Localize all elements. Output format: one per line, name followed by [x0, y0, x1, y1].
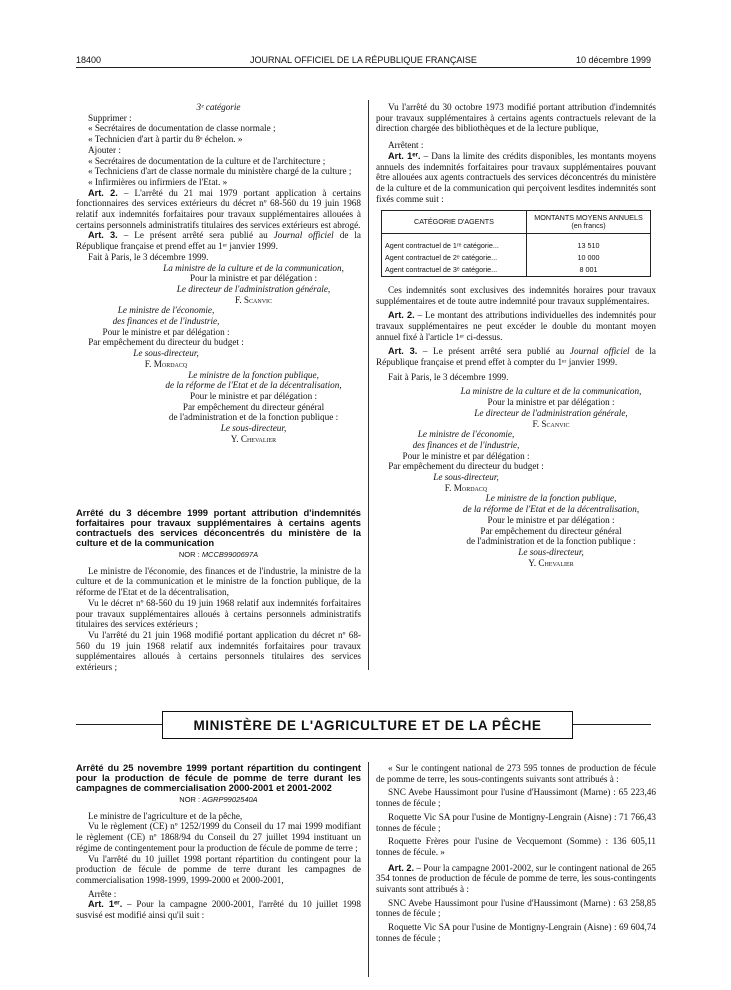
signature-line: des finances et de l'industrie, — [112, 316, 220, 327]
article-text: – Le présent arrêté sera publié au — [417, 346, 570, 357]
signature-line: Pour le ministre et par délégation : — [487, 514, 615, 525]
arrete-title: Arrêté du 3 décembre 1999 portant attribution d'indemnités forfaitaires pour travaux supplémentaires à certains agents contractuels des services déconcentrés du ministère de la culture et de la communication — [76, 507, 361, 548]
signature-line: Par empêchement du directeur du budget : — [388, 461, 544, 472]
signature-line: Pour le ministre et par délégation : — [189, 390, 318, 401]
arrete-agriculture — [76, 763, 361, 921]
paragraph: Vu l'arrêté du 10 juillet 1998 portant répartition du contingent pour la production de fécule de pomme de terre durant les campagnes de commercialisation 1998-1999, 1999-2000 et 2000-2001, — [76, 853, 361, 885]
signature-line: Le sous-directeur, — [433, 472, 499, 483]
paragraph: Le ministre de l'agriculture et de la pêche, — [88, 810, 243, 821]
signature-line: Le directeur de l'administration générale, — [474, 407, 628, 418]
signatory-name: Y. Chevalier — [230, 433, 277, 444]
table-cell: 8 001 — [527, 264, 651, 277]
right-column-bottom — [376, 763, 656, 944]
signature-block-1 — [376, 386, 656, 429]
article-text: – Pour la campagne 2001-2002, sur le contingent national de 265 354 tonnes de production de fécule de pomme de terre, les sous-contingents suivants sont attribués à : — [376, 862, 656, 895]
article-label: Art. 1ᵉʳ. — [88, 899, 123, 910]
signature-block-2 — [376, 429, 556, 493]
nor-code: MCCB9900697A — [201, 550, 259, 559]
signature-line: Pour le ministre et par délégation : — [402, 450, 530, 461]
signature-line: La ministre de la culture et de la communication, — [163, 262, 344, 273]
banner-line-right — [573, 724, 651, 725]
table-header-text: MONTANTS MOYENS ANNUELS — [534, 213, 643, 223]
text-line: « Techniciens d'art de classe normale du ministère chargé de la culture ; — [88, 166, 352, 177]
signatory-name: F. Scanvic — [234, 294, 273, 305]
table-row — [382, 240, 651, 252]
article-text: – Dans la limite des crédits disponibles, les montants moyens annuels des indemnités forfaitaires pour travaux supplémentaires pouvant être allouées aux agents contractuels des services déconcentrés du ministère de la culture et de la communication qui perçoivent lesdites indemnités sont fixés comme suit : — [376, 150, 656, 204]
text-line: « Secrétaires de documentation de la culture et de l'architecture ; — [88, 155, 326, 166]
text-line: « Infirmières ou infirmiers de l'Etat. » — [88, 176, 228, 187]
table-header — [527, 211, 651, 234]
nor-code: AGRP9902540A — [202, 795, 258, 804]
paragraph: Roquette Vic SA pour l'usine de Montigny-Lengrain (Aisne) : 69 604,74 tonnes de fécule ; — [376, 922, 656, 943]
table-header-unit: (en francs) — [571, 221, 606, 231]
column-separator-top — [368, 100, 369, 670]
table-cell: 10 000 — [527, 252, 651, 264]
paragraph: Vu le règlement (CE) nº 1252/1999 du Conseil du 17 mai 1999 modifiant le règlement (CE) nº 1868/94 du Conseil du 27 juillet 1994 instituant un régime de contingentement pour la production de fécule de pomme de terre ; — [76, 821, 361, 853]
signature-line: Par empêchement du directeur général — [182, 401, 325, 412]
article-3 — [376, 346, 656, 367]
article-text: de la République française et prend effet au 1ᵉʳ janvier 1999. — [76, 230, 361, 252]
signatory-name: F. Mordacq — [444, 482, 488, 493]
paragraph: SNC Avebe Haussimont pour l'usine d'Haussimont (Marne) : 65 223,46 tonnes de fécule ; — [376, 787, 656, 809]
signature-line: Par empêchement du directeur du budget : — [88, 337, 244, 348]
signatory-name: F. Scanvic — [532, 418, 570, 429]
text-line: Supprimer : — [88, 112, 132, 123]
table-cell: Agent contractuel de 3ᵉ catégorie... — [382, 264, 527, 277]
article-text: – Le montant des attributions individuelles des indemnités pour travaux supplémentaires ne peut excéder le double du montant moyen annuel fixé à l'article 1ᵉʳ ci-dessus. — [376, 310, 657, 342]
signature-line: de l'administration et de la fonction publique : — [168, 412, 339, 423]
fait-line: Fait à Paris, le 3 décembre 1999. — [88, 251, 209, 262]
amounts-table — [381, 210, 651, 277]
signature-line: La ministre de la culture et de la communication, — [460, 386, 642, 397]
article-3 — [76, 230, 361, 251]
text-line: Ajouter : — [88, 144, 121, 155]
text-line: « Technicien d'art à partir du 8ᵉ échelon. » — [88, 134, 243, 145]
table-row — [382, 264, 651, 277]
category-heading: 3ᵉ catégorie — [196, 102, 241, 112]
article-text: – Pour la campagne 2000-2001, l'arrêté du 10 juillet 1998 susvisé est modifié ainsi qu'il suit : — [76, 899, 361, 921]
signature-line: Pour le ministre et par délégation : — [102, 326, 230, 337]
article-1 — [376, 151, 656, 205]
signature-line: Pour la ministre et par délégation : — [189, 273, 318, 284]
signature-line: Le sous-directeur, — [133, 348, 199, 359]
issue-date: 10 décembre 1999 — [575, 55, 651, 65]
paragraph: Le ministre de l'économie, des finances et de l'industrie, la ministre de la culture et de la communication et le ministre de la fonction publique, de la réforme de l'Etat et de la décentralisation, — [76, 565, 361, 598]
page-number: 18400 — [76, 55, 102, 65]
paragraph: Roquette Frères pour l'usine de Vecquemont (Somme) : 136 605,11 tonnes de fécule. » — [376, 836, 656, 857]
signature-line: Le ministre de la fonction publique, — [188, 369, 319, 380]
signature-block-3 — [76, 370, 361, 445]
signature-line: des finances et de l'industrie, — [412, 439, 520, 450]
signatory-name: Y. Chevalier — [528, 557, 574, 568]
signature-line: de l'administration et de la fonction publique : — [466, 536, 636, 547]
arrete-title: Arrêté du 25 novembre 1999 portant répartition du contingent pour la production de fécule de pomme de terre durant les campagnes de commercialisation 2000-2001 et 2001-2002 — [76, 762, 361, 793]
signature-line: de la réforme de l'Etat et de la décentralisation, — [462, 504, 640, 515]
article-2 — [376, 310, 656, 342]
signature-line: Le sous-directeur, — [220, 423, 287, 434]
paragraph: Ces indemnités sont exclusives des indemnités horaires pour travaux supplémentaires et de toute autre indemnité pour travaux supplémentaires. — [376, 284, 656, 306]
table-cell: 13 510 — [527, 240, 651, 252]
article-text: – Le présent arrêté sera publié au — [117, 230, 274, 241]
article-label: Art. 2. — [388, 862, 415, 873]
paragraph: « Sur le contingent national de 273 595 tonnes de production de fécule de pomme de terre, les sous-contingents suivants sont attribués à : — [376, 763, 656, 784]
arrete-line: Arrête : — [88, 888, 117, 899]
signature-line: Pour la ministre et par délégation : — [487, 397, 615, 408]
journal-ref: Journal officiel — [273, 230, 334, 241]
signature-block-3 — [376, 493, 656, 568]
table-cell: Agent contractuel de 1ʳᵉ catégorie... — [382, 240, 527, 252]
banner-line-left — [76, 724, 162, 725]
paragraph: SNC Avebe Haussimont pour l'usine d'Haussimont (Marne) : 63 258,85 tonnes de fécule ; — [376, 897, 656, 919]
signature-line: Le ministre de la fonction publique, — [485, 493, 617, 504]
signatory-name: F. Mordacq — [144, 358, 188, 369]
article-label: Art. 2. — [88, 187, 118, 198]
article-2 — [76, 188, 361, 231]
article-2 — [376, 863, 656, 895]
journal-ref: Journal officiel — [569, 346, 630, 357]
article-1 — [76, 899, 361, 920]
signature-line: Le sous-directeur, — [518, 547, 584, 557]
table-header: CATÉGORIE D'AGENTS — [382, 211, 527, 234]
article-label: Art. 2. — [388, 310, 415, 321]
journal-title: JOURNAL OFFICIEL DE LA RÉPUBLIQUE FRANÇAISE — [250, 55, 477, 65]
paragraph: Vu l'arrêté du 21 juin 1968 modifié portant application du décret nº 68-560 du 19 juin 1968 relatif aux indemnités forfaitaires pour travaux supplémentaires alloués à certains personnels titulaires des services extérieurs ; — [76, 629, 361, 673]
fait-line: Fait à Paris, le 3 décembre 1999. — [388, 371, 509, 382]
article-text: de la République française et prend effet à compter du 1ᵉʳ janvier 1999. — [376, 346, 656, 368]
signature-line: Par empêchement du directeur général — [480, 525, 622, 536]
paragraph: Roquette Vic SA pour l'usine de Montigny-Lengrain (Aisne) : 71 766,43 tonnes de fécule ; — [376, 811, 656, 833]
column-separator-bottom — [368, 762, 369, 977]
left-column-top — [76, 102, 361, 445]
paragraph: Vu l'arrêté du 30 octobre 1973 modifié portant attribution d'indemnités pour travaux supplémentaires à certains agents contractuels relevant de la direction chargée des bibliothèques et de la lecture publique, — [376, 102, 656, 134]
arrete-culture — [76, 508, 361, 673]
signature-line: de la réforme de l'Etat et de la décentralisation, — [165, 380, 342, 391]
ministry-banner — [162, 711, 573, 739]
nor-label: NOR : — [178, 550, 202, 559]
text-line: « Secrétaires de documentation de classe normale ; — [88, 123, 276, 134]
nor-reference — [76, 795, 361, 806]
table-cell: Agent contractuel de 2ᵉ catégorie... — [382, 252, 527, 264]
nor-reference — [76, 550, 361, 561]
table-row — [382, 252, 651, 264]
arretent-line: Arrêtent : — [388, 140, 424, 151]
article-label: Art. 3. — [88, 230, 118, 241]
article-label: Art. 3. — [388, 346, 418, 357]
signature-line: Le ministre de l'économie, — [117, 305, 215, 316]
header-rule — [76, 67, 651, 68]
signature-line: Le directeur de l'administration générale, — [176, 283, 331, 294]
nor-label: NOR : — [179, 795, 203, 804]
signature-block-1 — [76, 263, 361, 306]
signature-line: Le ministre de l'économie, — [417, 429, 515, 440]
right-column-top — [376, 102, 656, 568]
paragraph: Vu le décret nº 68-560 du 19 juin 1968 relatif aux indemnités forfaitaires pour travaux supplémentaires alloués à certains personnels administratifs titulaires des services extérieurs ; — [76, 597, 361, 630]
article-label: Art. 1ᵉʳ. — [388, 150, 421, 161]
signature-block-2 — [76, 305, 256, 369]
ministry-title: MINISTÈRE DE L'AGRICULTURE ET DE LA PÊCHE — [193, 717, 542, 733]
article-text: – L'arrêté du 21 mai 1979 portant application à certains fonctionnaires des services extérieurs du décret nº 68-560 du 19 juin 1968 relatif aux indemnités forfaitaires pour travaux supplémentaires allouées à certains personnels administratifs titulaires des services extérieurs est abrogé. — [76, 187, 362, 230]
